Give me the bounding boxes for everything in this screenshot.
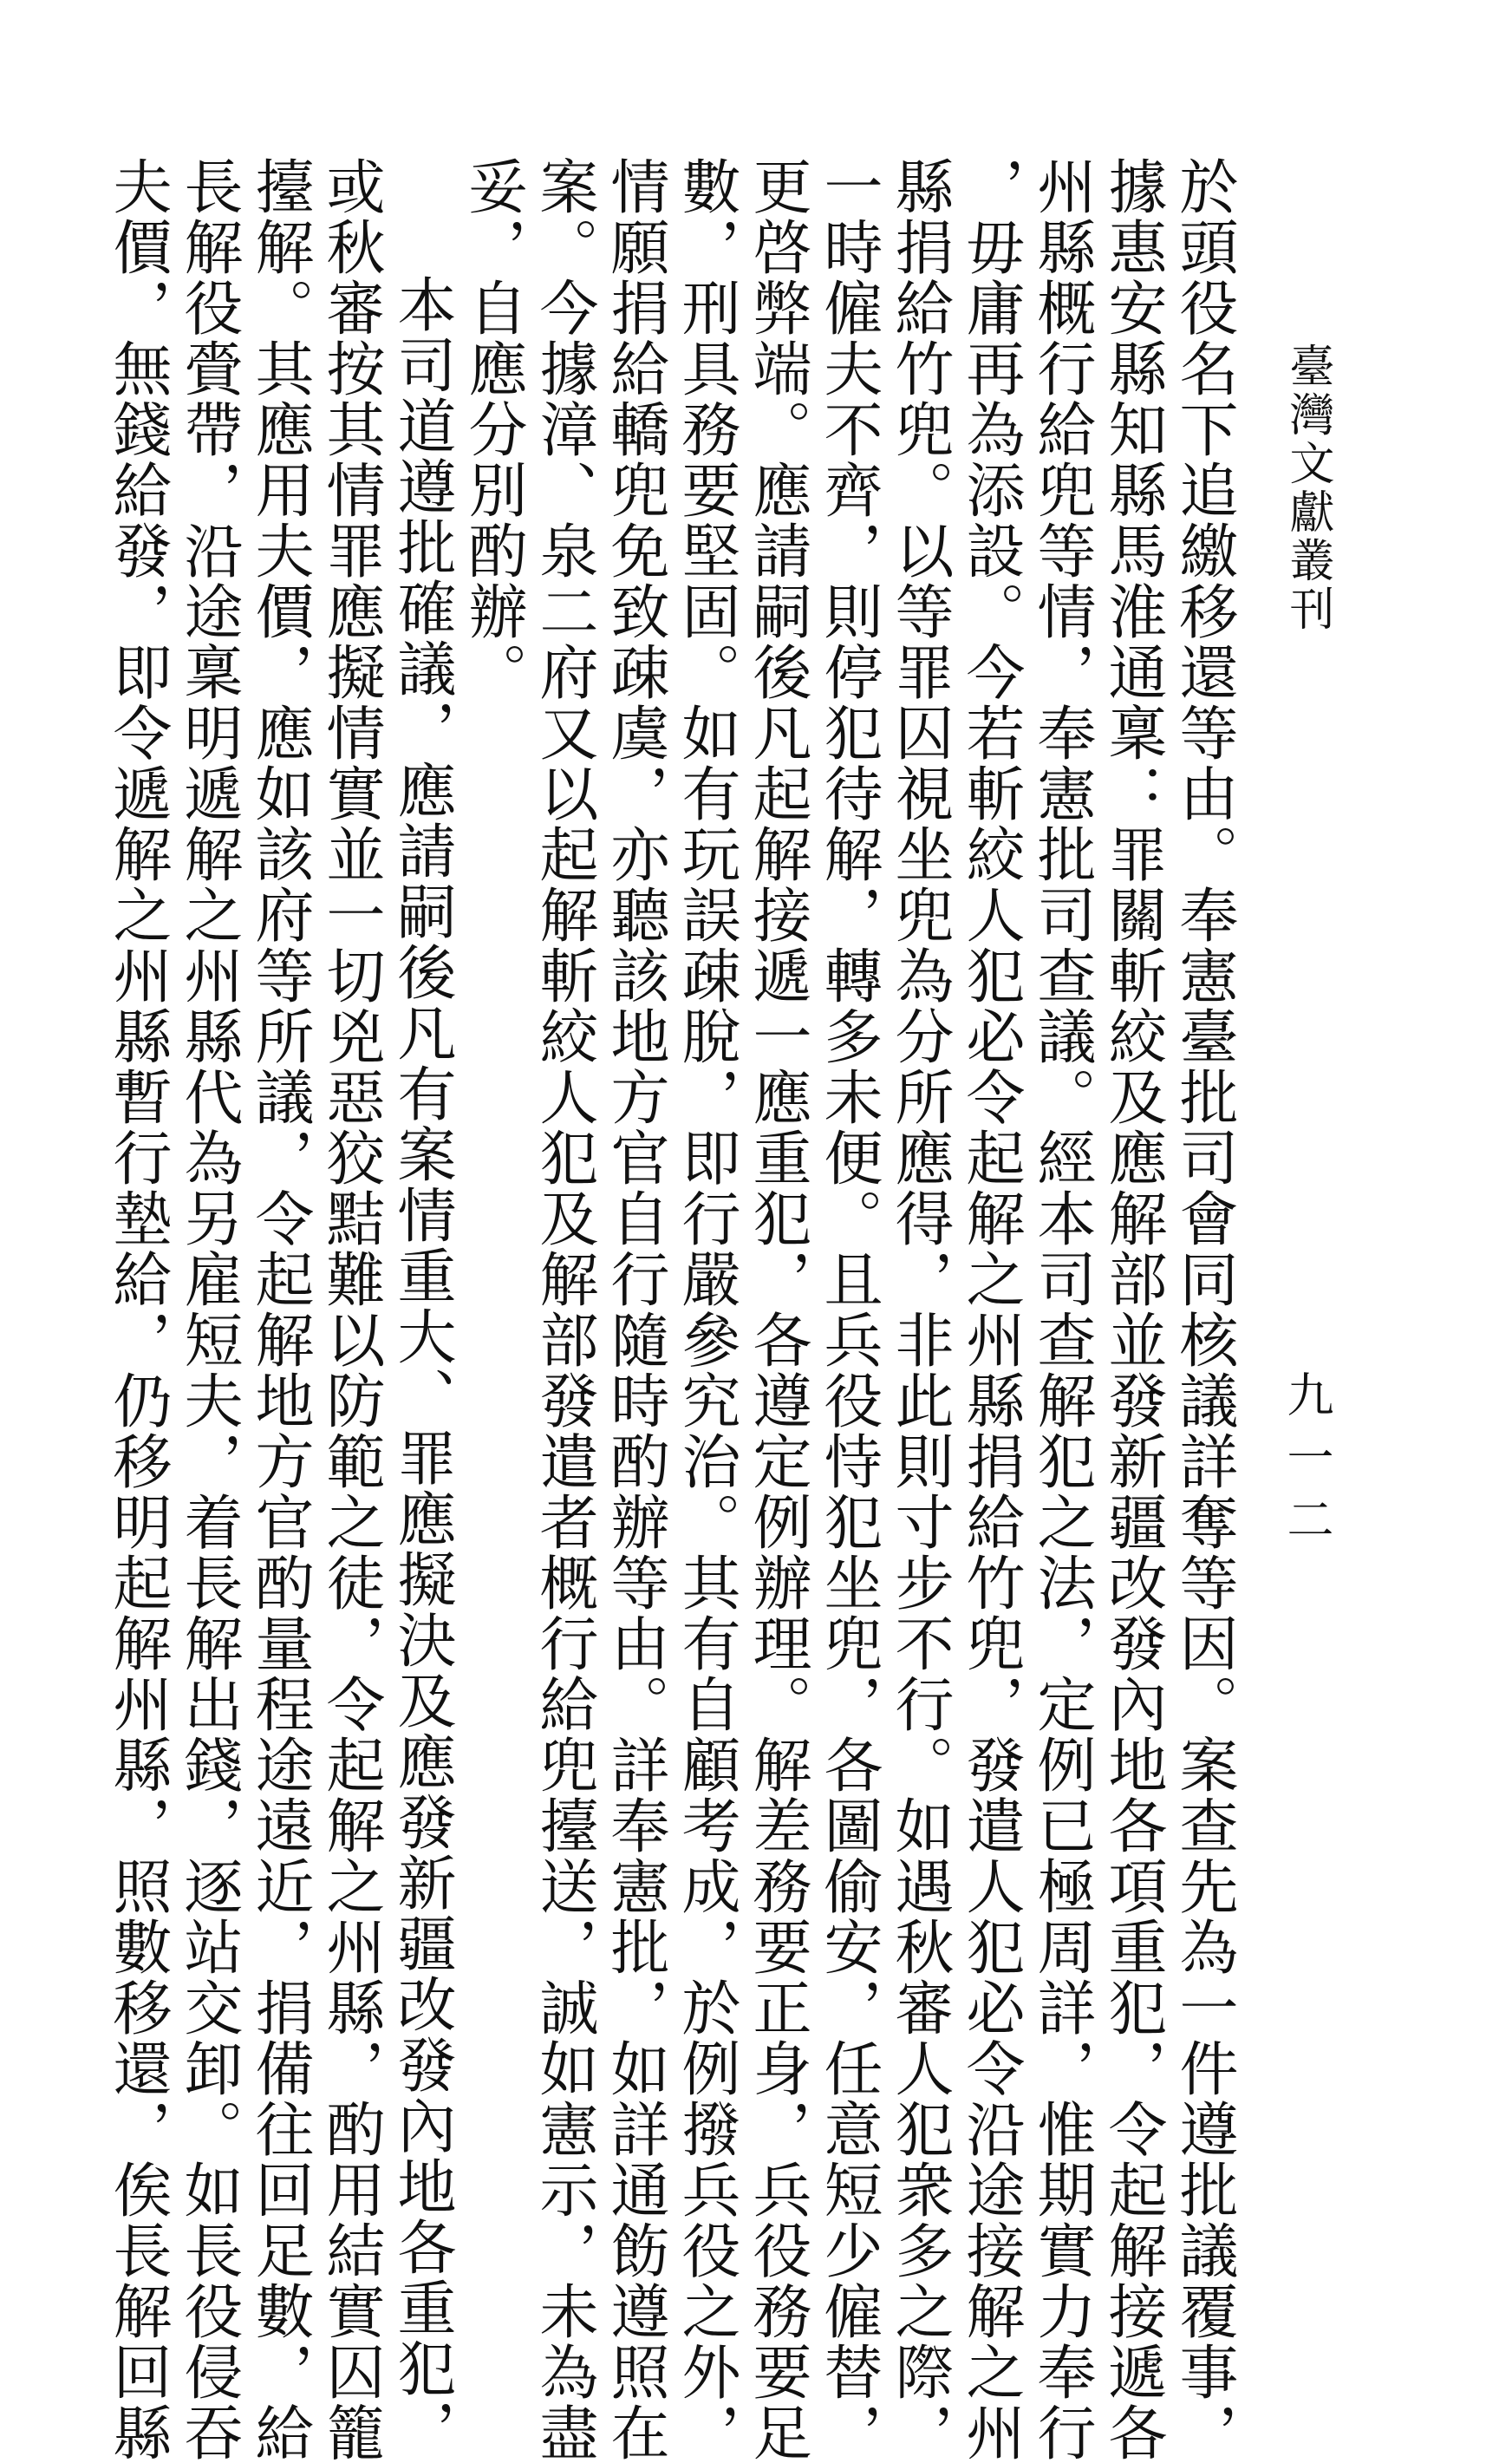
text-column: 更啓弊端。應請嗣後凡起解接遞一應重犯，各遵定例辦理。解差務要正身，兵役務要足 [743, 156, 811, 2463]
text-column: 或秋審按其情罪應擬情實並一切兇惡狡黠難以防範之徒，令起解之州縣，酌用結實囚籠 [316, 156, 385, 2463]
text-column: 數，刑具務要堅固。如有玩誤疎脫，即行嚴參究治。其有自顧考成，於例撥兵役之外， [672, 156, 740, 2463]
body-text [103, 156, 1239, 2463]
page-title: 臺灣文獻叢刊 [1281, 343, 1333, 634]
text-column: 據惠安縣知縣馬淮通稟：罪關斬絞及應解部並發新疆改發內地各項重犯，令起解接遞各 [1098, 156, 1167, 2463]
text-column: 長解役賫帶，沿途稟明遞解之州縣代為另雇短夫，着長解出錢，逐站交卸。如長役侵吞 [174, 156, 243, 2463]
text-column: ，毋庸再為添設。今若斬絞人犯必令起解之州縣捐給竹兜，發遣人犯必令沿途接解之州 [956, 156, 1025, 2463]
text-column: 於頭役名下追繳移還等由。奉憲臺批司會同核議詳奪等因。案查先為一件遵批議覆事， [1170, 156, 1238, 2463]
text-column: 一時僱夫不齊，則停犯待解，轉多未便。且兵役恃犯坐兜，各圖偷安，任意短少僱替， [814, 156, 883, 2463]
text-column: 州縣概行給兜等情，奉憲批司查議。經本司查解犯之法，定例已極周詳，惟期實力奉行 [1027, 156, 1096, 2463]
text-column: 情願捐給轎兜免致疎虞，亦聽該地方官自行隨時酌辦等由。詳奉憲批，如詳通飭遵照在 [601, 156, 669, 2463]
text-column: 縣捐給竹兜。以等罪囚視坐兜為分所應得，非此則寸步不行。如遇秋審人犯衆多之際， [885, 156, 954, 2463]
text-column: 妥，自應分別酌辦。 [459, 156, 527, 702]
text-column: 本司道遵批確議，應請嗣後凡有案情重大、罪應擬決及應發新疆改發內地各重犯， [388, 274, 456, 2460]
text-column: 擡解。其應用夫價，應如該府等所議，令起解地方官酌量程途遠近，捐備往回足數，給 [245, 156, 314, 2463]
text-column: 案。今據漳、泉二府又以起解斬絞人犯及解部發遣者概行給兜擡送，誠如憲示，未為盡 [530, 156, 598, 2463]
page-number: 九一二 [1280, 1370, 1334, 1558]
text-column: 夫價，無錢給發，即令遞解之州縣暫行墊給，仍移明起解州縣，照數移還，俟長解回縣 [103, 156, 172, 2463]
